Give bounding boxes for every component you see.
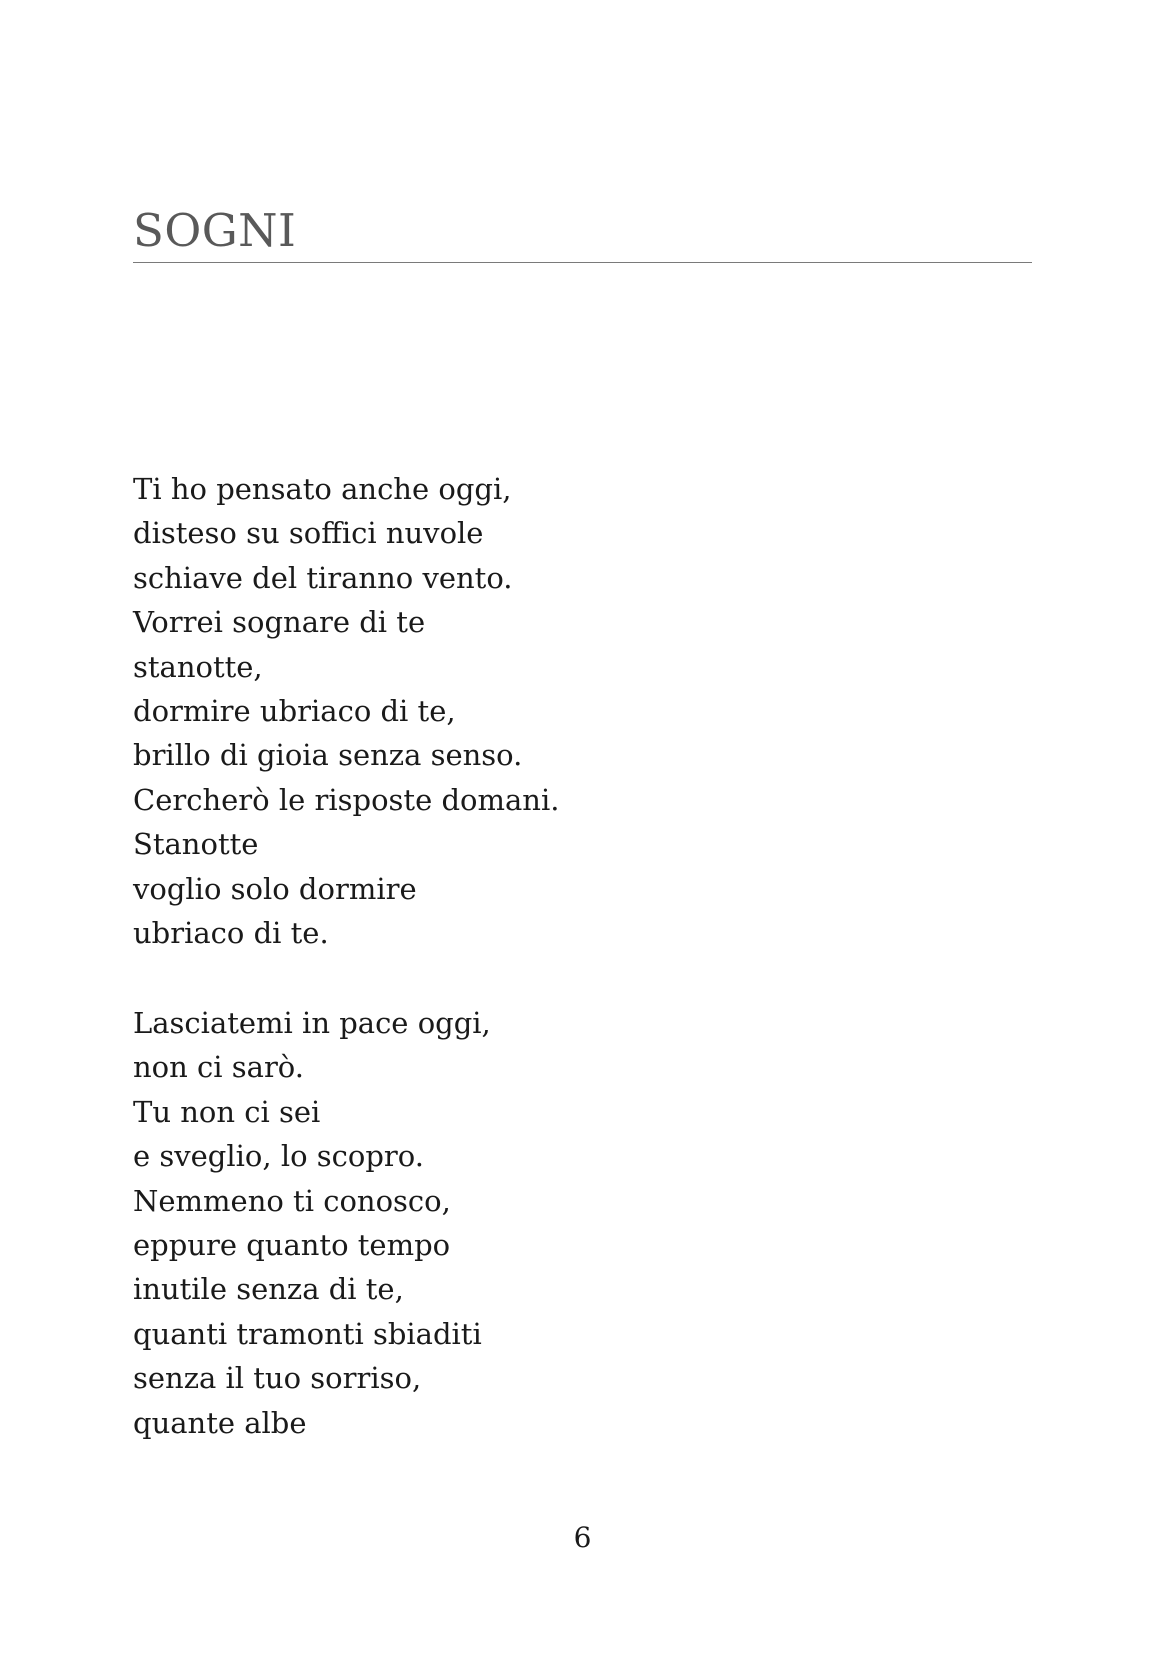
verse-line: Tu non ci sei: [133, 1094, 321, 1129]
title-underline-rule: [133, 262, 1032, 263]
verse-line: dormire ubriaco di te,: [133, 693, 456, 728]
verse-line: voglio solo dormire: [133, 871, 417, 906]
verse-line: Cercherò le risposte domani.: [133, 782, 560, 817]
verse-line: Vorrei sognare di te: [133, 605, 426, 640]
verse-line: inutile senza di te,: [133, 1272, 404, 1307]
verse-line: schiave del tiranno vento.: [133, 560, 513, 595]
verse-line: e sveglio, lo scopro.: [133, 1139, 424, 1174]
poem-title: SOGNI: [133, 204, 297, 257]
verse-line: eppure quanto tempo: [133, 1227, 451, 1262]
verse-line: Nemmeno ti conosco,: [133, 1183, 451, 1218]
verse-line: stanotte,: [133, 649, 263, 684]
verse-line: non ci sarò.: [133, 1050, 304, 1085]
page-number: 6: [573, 1521, 592, 1554]
verse-line: quanti tramonti sbiaditi: [133, 1316, 482, 1351]
verse-line: ubriaco di te.: [133, 915, 329, 950]
verse-line: quante albe: [133, 1405, 307, 1440]
verse-line: brillo di gioia senza senso.: [133, 738, 523, 773]
verse-line: disteso su soffici nuvole: [133, 516, 484, 551]
stanza-2: [133, 1001, 491, 1445]
verse-line: senza il tuo sorriso,: [133, 1361, 422, 1396]
stanza-1: [133, 467, 559, 955]
verse-line: Lasciatemi in pace oggi,: [133, 1006, 491, 1040]
verse-line: Ti ho pensato anche oggi,: [133, 472, 512, 506]
verse-line: Stanotte: [133, 827, 259, 862]
